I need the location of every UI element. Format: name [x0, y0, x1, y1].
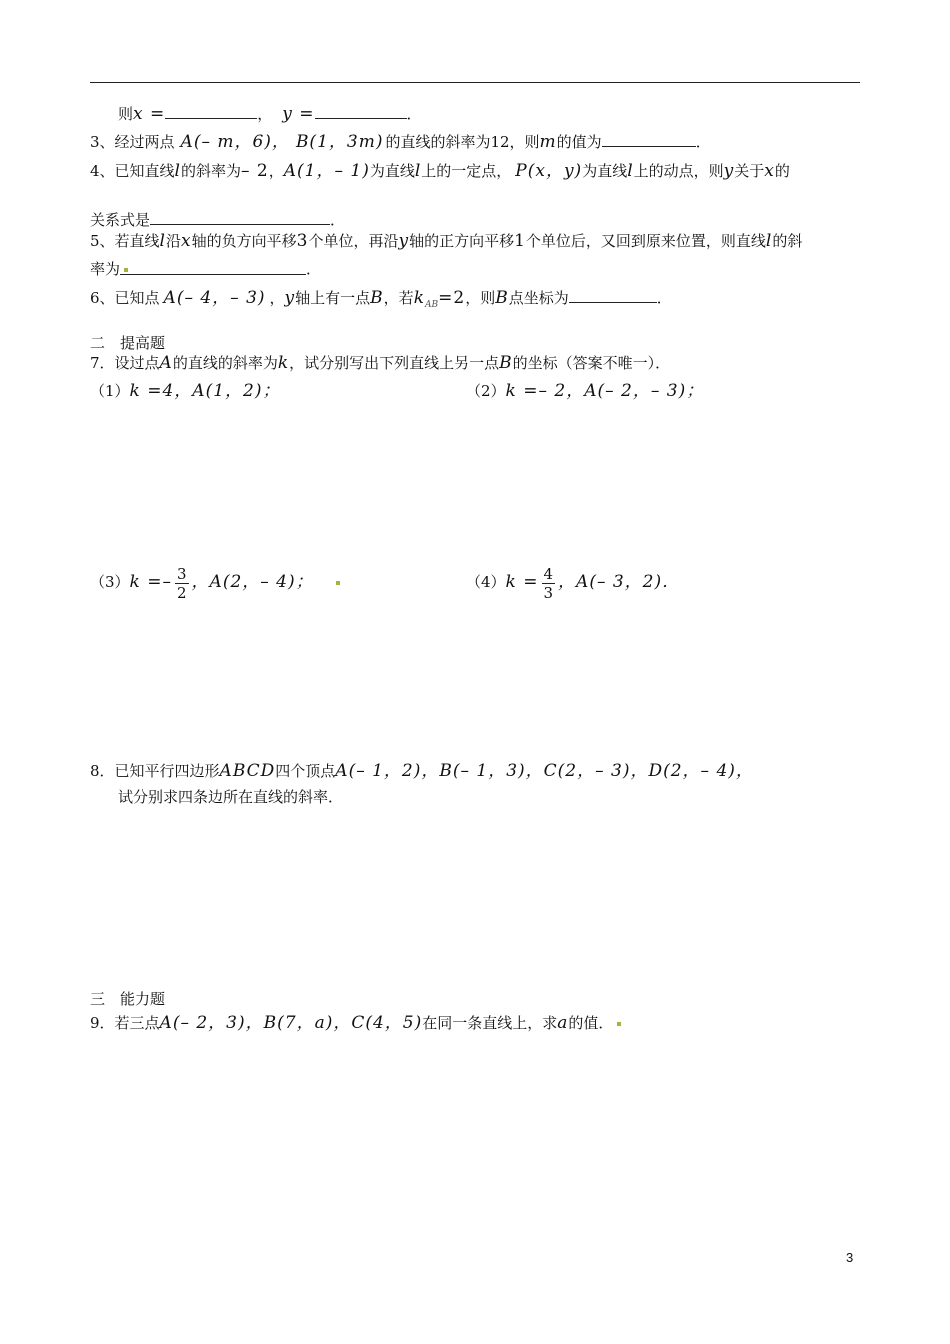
- text: 的: [774, 162, 790, 180]
- math-x: x: [764, 161, 775, 181]
- fraction: [542, 565, 556, 602]
- math-point-a: A(– 4，– 3): [163, 288, 266, 308]
- question-8-line2: 试分别求四条边所在直线的斜率．: [118, 788, 344, 806]
- question-8: [90, 760, 754, 782]
- math-points: A(– 1，2)，B(– 1，3)，C(2，– 3)，D(2，– 4)，: [335, 761, 754, 781]
- text: 沿: [165, 232, 181, 250]
- marker-dot: [336, 581, 340, 585]
- math-eq: =2: [438, 288, 466, 308]
- math-b: B: [370, 288, 384, 308]
- math-y: y: [284, 288, 296, 308]
- text: 7．设过点: [90, 354, 160, 372]
- text: 的斜: [772, 232, 803, 250]
- answer-blank[interactable]: [120, 258, 306, 275]
- text: ，则: [465, 289, 496, 307]
- math-k: k: [277, 353, 290, 373]
- question-5: [90, 230, 802, 252]
- text: 轴的正方向平移: [409, 232, 515, 250]
- text: ，试分别写出下列直线上另一点: [289, 354, 500, 372]
- text: 在同一条直线上，求: [422, 1014, 558, 1032]
- text: 上的一定点，: [421, 162, 512, 180]
- part-label: （2）: [466, 382, 506, 400]
- question-7: [90, 352, 670, 374]
- math-y: y: [398, 231, 410, 251]
- math-point-b: B(1，3m): [295, 132, 384, 152]
- math-expression: k =4，A(1，2)；: [129, 381, 281, 401]
- text: 为直线: [369, 162, 415, 180]
- denominator: 3: [543, 583, 554, 602]
- math-l: l: [765, 231, 773, 251]
- math-point-a: A(1，– 1): [283, 161, 370, 181]
- page-number: 3: [846, 1250, 854, 1265]
- math-number: 3: [296, 231, 309, 251]
- answer-blank[interactable]: [602, 130, 696, 147]
- part-label: （4）: [466, 573, 506, 591]
- question-4: [90, 160, 790, 182]
- part-label: （3）: [90, 573, 130, 591]
- math-expression: k =–: [129, 572, 172, 592]
- math-a: A: [159, 353, 173, 373]
- text: ．: [330, 211, 346, 229]
- text: 6、已知点: [90, 289, 160, 307]
- math-expression: k =– 2，A(– 2，– 3)；: [505, 381, 705, 401]
- math-l: l: [414, 161, 422, 181]
- math-l: l: [627, 161, 634, 181]
- text: 为直线: [582, 162, 628, 180]
- text: 个单位后，又回到原来位置，则直线: [525, 232, 766, 250]
- numerator: 4: [543, 564, 554, 583]
- text: 的直线的斜率为: [172, 354, 278, 372]
- text: 3、经过两点: [90, 133, 175, 151]
- text: 的值．: [568, 1014, 614, 1032]
- math-y: y: [723, 161, 735, 181]
- text: 点坐标为: [508, 289, 569, 307]
- text: 5、若直线: [90, 232, 160, 250]
- question-7-part-4: [466, 562, 680, 602]
- math-x: x: [181, 231, 192, 251]
- text: ，: [257, 105, 273, 123]
- math-b: B: [495, 288, 509, 308]
- fraction: [175, 565, 189, 602]
- math-a: a: [557, 1013, 569, 1033]
- text: 4、已知直线: [90, 162, 175, 180]
- question-4-line2: [90, 208, 345, 231]
- header-rule: [90, 82, 860, 83]
- text: ，若: [383, 289, 414, 307]
- math-subscript: AB: [425, 300, 439, 310]
- math-expression: ，A(– 3，2)．: [558, 572, 681, 592]
- math-expression: k =: [505, 572, 539, 592]
- answer-blank[interactable]: [315, 102, 407, 119]
- math-point-p: P(x，y): [515, 161, 583, 181]
- math-x: x =: [133, 104, 166, 124]
- denominator: 2: [177, 583, 187, 602]
- answer-blank[interactable]: [165, 102, 257, 119]
- marker-dot: [124, 268, 128, 272]
- math-l: l: [159, 231, 166, 251]
- question-3: [90, 130, 711, 153]
- question-5-line2: [90, 258, 321, 280]
- math-b: B: [499, 353, 513, 373]
- text: 的坐标（答案不唯一）．: [512, 354, 671, 372]
- answer-blank[interactable]: [569, 286, 657, 303]
- answer-blank[interactable]: [150, 208, 330, 225]
- math-abcd: ABCD: [219, 761, 276, 781]
- question-7-part-1: [90, 380, 281, 402]
- math-expression: ，A(2，– 4)；: [191, 572, 314, 592]
- text: 9．若三点: [90, 1014, 160, 1032]
- numerator: 3: [177, 564, 187, 583]
- part-label: （1）: [90, 382, 130, 400]
- text: 关于: [734, 162, 765, 180]
- text: ，: [269, 289, 285, 307]
- text: 8．已知平行四边形: [90, 762, 220, 780]
- text: 关系式是: [90, 211, 151, 229]
- math-k: k: [413, 288, 425, 308]
- section-heading: 二 提高题: [90, 334, 166, 352]
- question-6: [90, 286, 672, 316]
- line-continuation: [118, 102, 422, 125]
- text: ．: [695, 133, 711, 151]
- text: 轴的负方向平移: [191, 232, 297, 250]
- text: ．: [656, 289, 672, 307]
- math-slope: – 2: [241, 161, 269, 181]
- math-m: m: [539, 132, 557, 152]
- text: 的直线的斜率为12，则: [385, 133, 540, 151]
- math-l: l: [174, 161, 181, 181]
- marker-dot: [617, 1022, 621, 1026]
- text: 个单位，再沿: [308, 232, 399, 250]
- question-7-part-2: [466, 380, 704, 402]
- text: 的值为: [556, 133, 602, 151]
- text: 上的动点，则: [633, 162, 724, 180]
- math-point-a: A(– m，6)，: [180, 132, 290, 152]
- text: ，: [268, 162, 284, 180]
- text: 的斜率为: [180, 162, 241, 180]
- math-number: 1: [514, 231, 526, 251]
- text: 四个顶点: [275, 762, 336, 780]
- math-y: y =: [282, 104, 315, 124]
- text: 轴上有一点: [295, 289, 371, 307]
- math-points: A(– 2，3)，B(7，a)，C(4，5): [159, 1013, 423, 1033]
- section-heading: 三 能力题: [90, 990, 166, 1008]
- text: ．: [406, 105, 422, 123]
- question-7-part-3: [90, 562, 344, 602]
- text: 率为: [90, 260, 121, 278]
- text: ．: [306, 260, 322, 278]
- text: 则: [118, 105, 134, 123]
- question-9: [90, 1012, 625, 1034]
